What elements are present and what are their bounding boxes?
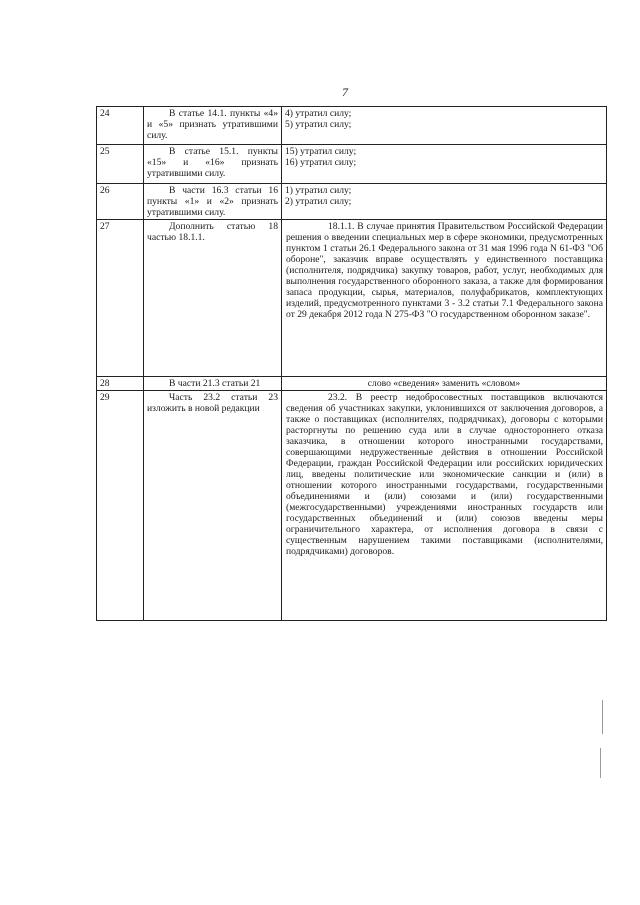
amendment-action: Дополнить статью 18 частью 18.1.1. bbox=[144, 220, 282, 377]
row-number: 25 bbox=[97, 145, 144, 184]
amendments-table bbox=[96, 106, 607, 621]
text-line: 16) утратил силу; bbox=[285, 157, 357, 168]
amendment-action: В статье 14.1. пункты «4» и «5» признать утратившими силу. bbox=[144, 107, 282, 145]
amendment-text bbox=[282, 107, 607, 145]
table-row bbox=[97, 145, 607, 184]
amendment-text bbox=[282, 184, 607, 220]
text-line: 15) утратил силу; bbox=[285, 146, 357, 157]
table-row bbox=[97, 377, 607, 391]
table-row bbox=[97, 220, 607, 377]
row-number: 29 bbox=[97, 391, 144, 621]
scan-artifact-line bbox=[602, 700, 603, 734]
page-number: 7 bbox=[342, 85, 348, 99]
amendment-text bbox=[282, 145, 607, 184]
row-number: 24 bbox=[97, 107, 144, 145]
table-row bbox=[97, 184, 607, 220]
amendment-action: В статье 15.1. пункты «15» и «16» признать утратившими силу. bbox=[144, 145, 282, 184]
text-line: 4) утратил силу; bbox=[285, 108, 352, 119]
table-row bbox=[97, 391, 607, 621]
amendment-text: 18.1.1. В случае принятия Правительством Российской Федерации решения о введении специальных мер в сфере экономики, предусмотренных пунктом 1 статьи 26.1 Федерального закона от 31 мая 1996 года N 61-ФЗ "Об обороне", заказчик вправе осуществлять у единственного поставщика (исполнителя, подрядчика) закупку товаров, работ, услуг, необходимых для выполнения государственного оборонного заказа, а также для формирования запаса продукции, сырья, материалов, полуфабрикатов, комплектующих изделий, предусмотренного пунктами 3 - 3.2 статьи 7.1 Федерального закона от 29 декабря 2012 года N 275-ФЗ "О государственном оборонном заказе". bbox=[282, 220, 607, 377]
amendment-action: В части 21.3 статьи 21 bbox=[144, 377, 282, 391]
row-number: 27 bbox=[97, 220, 144, 377]
row-number: 28 bbox=[97, 377, 144, 391]
amendment-action: Часть 23.2 статьи 23 изложить в новой редакции bbox=[144, 391, 282, 621]
row-number: 26 bbox=[97, 184, 144, 220]
amendment-text: 23.2. В реестр недобросовестных поставщиков включаются сведения об участниках закупки, уклонившихся от заключения договоров, а также о поставщиках (исполнителях, подрядчиках), договоры с которыми расторгнуты по решению суда или в случае одностороннего отказа заказчика, в отношении которого иностранными государствами, совершающими недружественные действия в отношении Российской Федерации, граждан Российской Федерации или российских юридических лиц, введены политические или экономические санкции и (или) в отношении которого иностранными государствами, государственными объединениями и (или) союзами и (или) государственными (межгосударственными) учреждениями иностранных государств или государственных объединений и (или) союзов введены меры ограничительного характера, от исполнения договора в связи с существенным нарушением такими поставщиками (исполнителями, подрядчиками) договоров. bbox=[282, 391, 607, 621]
amendment-text: слово «сведения» заменить «словом» bbox=[282, 377, 607, 391]
table-row bbox=[97, 107, 607, 145]
amendment-action: В части 16.3 статьи 16 пункты «1» и «2» признать утратившими силу. bbox=[144, 184, 282, 220]
text-line: 5) утратил силу; bbox=[285, 119, 352, 130]
scan-artifact-line bbox=[600, 748, 601, 778]
text-line: 2) утратил силу; bbox=[285, 196, 352, 207]
text-line: 1) утратил силу; bbox=[285, 185, 352, 196]
